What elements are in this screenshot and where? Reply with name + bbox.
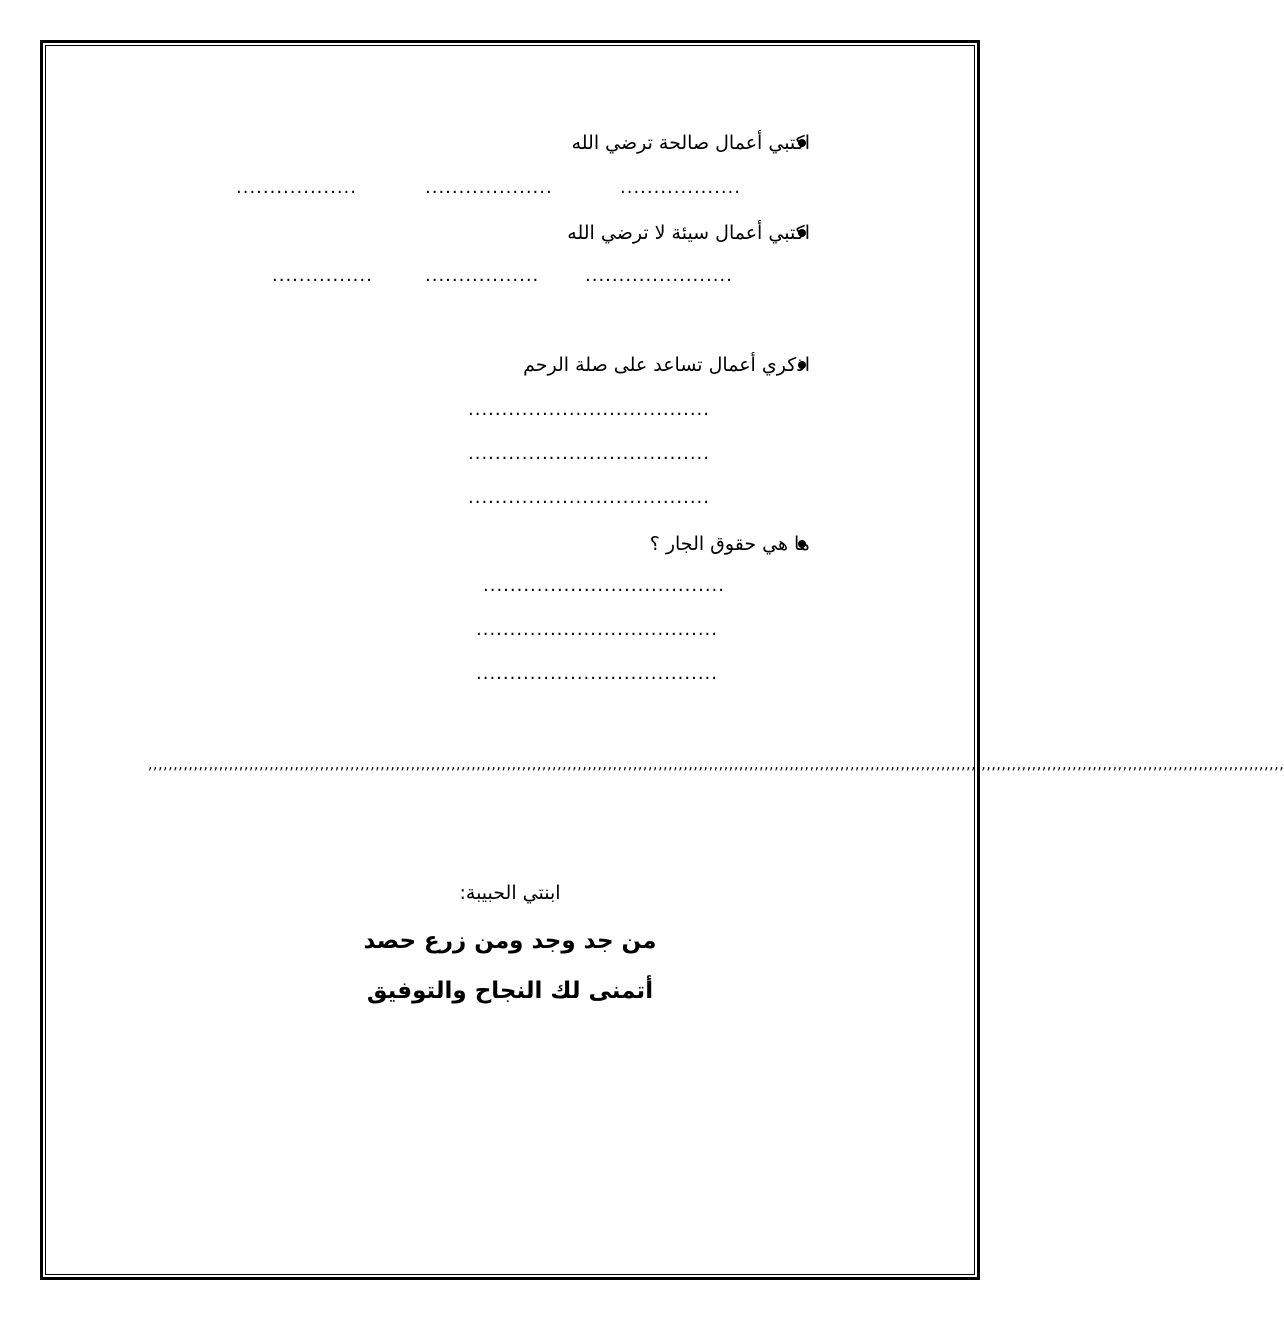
answer-line-4-2[interactable]: .................................... xyxy=(476,619,718,640)
closing-proverb: من جد وجد ومن زرع حصد xyxy=(363,928,657,954)
closing-wish: أتمنى لك النجاح والتوفيق xyxy=(366,978,654,1004)
question-3-text: اذكري أعمال تساعد على صلة الرحم xyxy=(523,354,810,376)
section-separator: ,,,,,,,,,,,,,,,,,,,,,,,,,,,,,,,,,,,,,,,,,,,,,,,,,,,,,,,,,,,,,,,,,,,,,,,,,,,,,,,,,,,,,,,,,,,,,,,,,,,,,,,,,,,,,,,,,,,,,,,,,,,,,,,,,,,,,,,,,,,,,,,,,,,,,,,,,,,,,,,,,,,,,,,,,,,,,,,,,,,,,,,,,,,,,,,,,,,,,,,,,,,,,,,,,,,,,,,,,,,,,,,,, xyxy=(148,757,1284,773)
answer-line-4-1[interactable]: .................................... xyxy=(483,575,725,596)
page-border-inner xyxy=(45,45,1284,1275)
answer-line-3-1[interactable]: .................................... xyxy=(468,399,710,420)
question-1-text: اكتبي أعمال صالحة ترضي الله xyxy=(571,132,810,154)
question-4-text: ما هي حقوق الجار ؟ xyxy=(649,533,810,555)
answer-line-1-3[interactable]: .................. xyxy=(236,177,357,198)
question-2-text: اكتبي أعمال سيئة لا ترضي الله xyxy=(567,222,810,244)
answer-line-2-1[interactable]: ...................... xyxy=(585,265,733,286)
closing-salutation: ابنتي الحبيبة: xyxy=(459,882,561,904)
answer-line-4-3[interactable]: .................................... xyxy=(476,663,718,684)
answer-line-3-2[interactable]: .................................... xyxy=(468,443,710,464)
answer-line-1-2[interactable]: ................... xyxy=(425,177,553,198)
answer-line-1-1[interactable]: .................. xyxy=(620,177,741,198)
answer-line-2-3[interactable]: ............... xyxy=(272,265,373,286)
answer-line-3-3[interactable]: .................................... xyxy=(468,487,710,508)
answer-line-2-2[interactable]: ................. xyxy=(425,265,540,286)
